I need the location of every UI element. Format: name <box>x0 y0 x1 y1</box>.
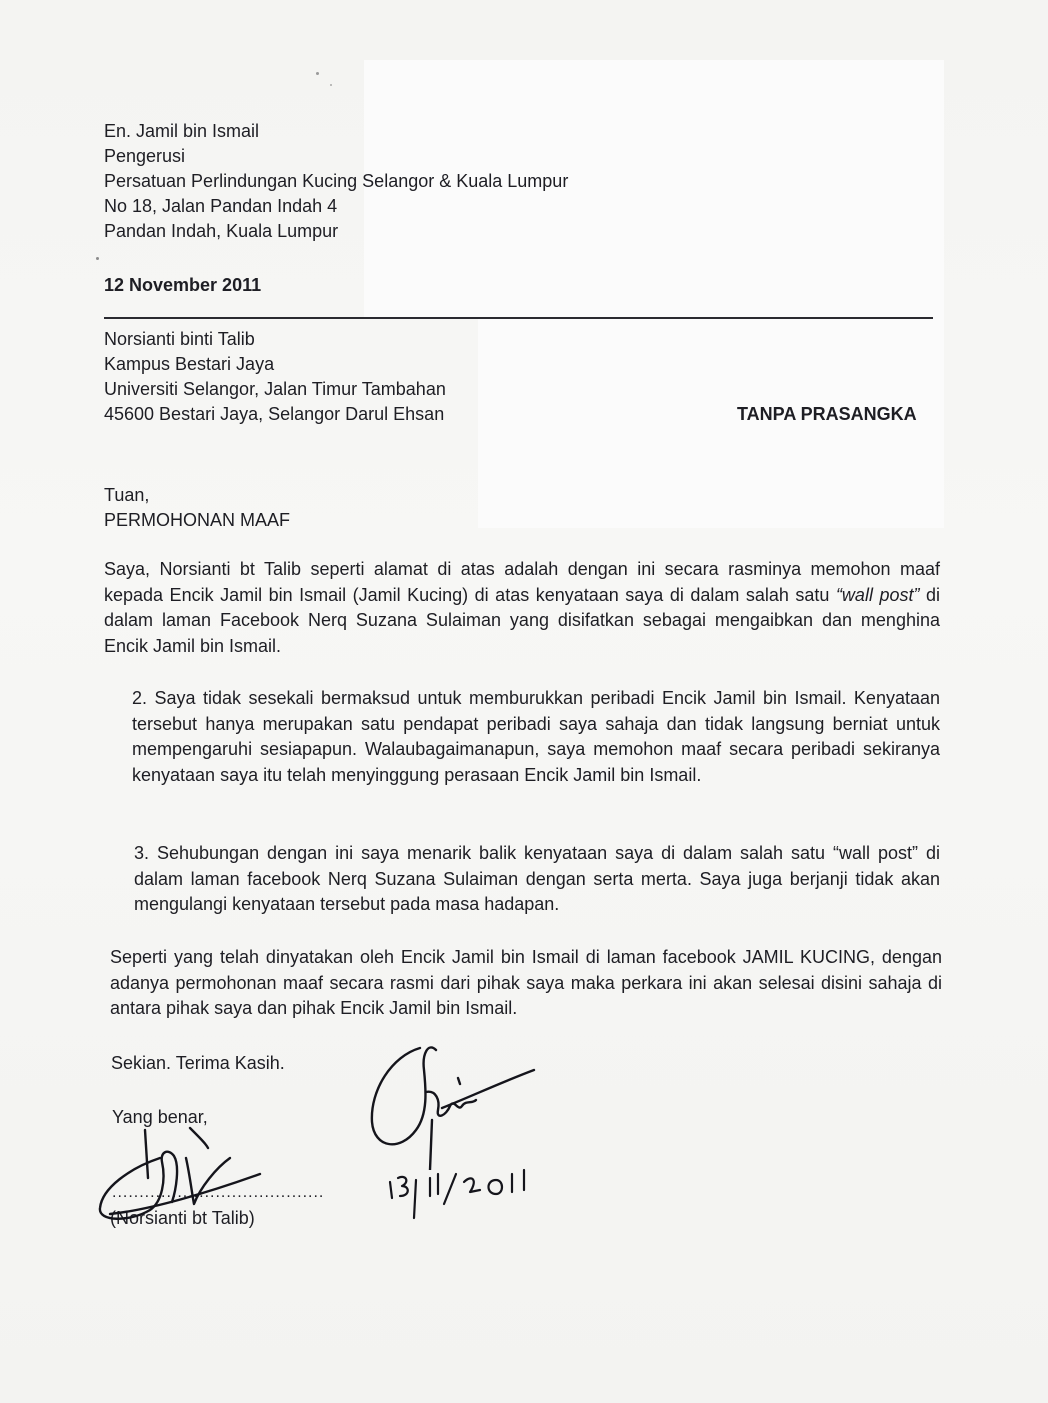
recipient-title: Pengerusi <box>104 146 186 166</box>
recipient-address-line2: Pandan Indah, Kuala Lumpur <box>104 221 339 241</box>
subject-line: PERMOHONAN MAAF <box>104 510 291 530</box>
recipient-name: En. Jamil bin Ismail <box>104 121 260 141</box>
paragraph-1-italic: “wall post” <box>835 584 920 605</box>
divider-rule <box>104 317 933 319</box>
sender-line3: 45600 Bestari Jaya, Selangor Darul Ehsan <box>104 404 445 424</box>
paragraph-1-text-a: Saya, Norsianti bt Talib seperti alamat di atas adalah dengan ini secara rasminya memohon maaf kepada Encik Jamil bin Ismail (Jamil Kucing) di atas kenyataan saya di dalam salah satu <box>104 559 940 605</box>
paragraph-3: 3. Sehubungan dengan ini saya menarik balik kenyataan saya di dalam salah satu “wall post” di dalam laman facebook Nerq Suzana Sulaiman dengan serta merta. Saya juga berjanji tidak akan mengulangi kenyataan tersebut pada masa hadapan. <box>134 843 940 914</box>
signoff-text: Yang benar, <box>112 1107 208 1127</box>
signature-name: (Norsianti bt Talib) <box>110 1208 255 1228</box>
scan-speck <box>316 72 319 75</box>
closing-text: Sekian. Terima Kasih. <box>111 1053 285 1073</box>
paragraph-1-text-b: di dalam laman Facebook Nerq Suzana Sulaiman yang disifatkan sebagai mengaibkan dan menghina Encik Jamil bin Ismail. <box>104 584 940 656</box>
marking-without-prejudice: TANPA PRASANGKA <box>737 404 917 424</box>
recipient-address-line1: No 18, Jalan Pandan Indah 4 <box>104 196 338 216</box>
letter-date: 12 November 2011 <box>104 275 262 295</box>
signature-dotted-line: ....................................... <box>112 1184 325 1201</box>
sender-block <box>104 327 446 427</box>
recipient-block <box>104 119 568 244</box>
recipient-organisation: Persatuan Perlindungan Kucing Selangor & Kuala Lumpur <box>104 171 569 191</box>
paragraph-1 <box>104 557 940 659</box>
recipient-signature-icon <box>362 1030 542 1170</box>
scan-speck <box>96 257 99 260</box>
sender-name: Norsianti binti Talib <box>104 329 255 349</box>
sender-line1: Kampus Bestari Jaya <box>104 354 275 374</box>
scan-speck <box>330 84 332 86</box>
paragraph-2: 2. Saya tidak sesekali bermaksud untuk memburukkan peribadi Encik Jamil bin Ismail. Kenyataan tersebut hanya merupakan satu pendapat peribadi saya sahaja dan tidak langsung berniat untuk mempengaruhi sesiapapun. Walaubagaimanapun, saya memohon maaf secara peribadi sekiranya kenyataan saya itu telah menyinggung perasaan Encik Jamil bin Ismail. <box>132 688 940 785</box>
sender-line2: Universiti Selangor, Jalan Timur Tambahan <box>104 379 446 399</box>
paragraph-4: Seperti yang telah dinyatakan oleh Encik Jamil bin Ismail di laman facebook JAMIL KUCING, dengan adanya permohonan maaf secara rasmi dari pihak saya maka perkara ini akan selesai disini sahaja di antara pihak saya dan pihak Encik Jamil bin Ismail. <box>110 947 942 1018</box>
sender-signature-icon <box>90 1118 290 1228</box>
handwritten-date-icon <box>384 1160 544 1222</box>
salutation: Tuan, <box>104 485 150 505</box>
